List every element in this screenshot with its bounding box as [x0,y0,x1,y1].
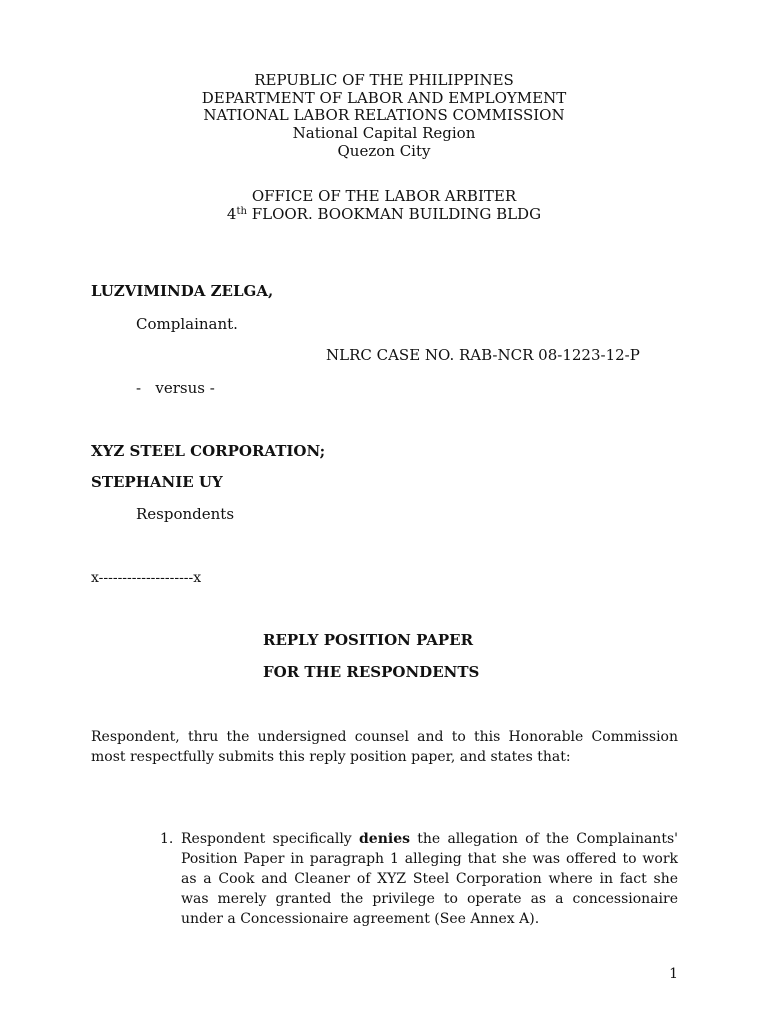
header-city: Quezon City [337,142,431,160]
page-number: 1 [669,966,678,982]
header-commission: NATIONAL LABOR RELATIONS COMMISSION [203,106,565,124]
respondents-label: Respondents [136,505,235,523]
intro-paragraph: Respondent, thru the undersigned counsel and to this Honorable Commission most respectfully submits this reply position paper, and states that: [91,729,678,765]
title-line-2: FOR THE RESPONDENTS [263,663,480,681]
list-item-number: 1. [160,831,174,847]
respondent-company: XYZ STEEL CORPORATION; [91,442,326,460]
header-region: National Capital Region [292,124,476,142]
header-address: 4th FLOOR. BOOKMAN BUILDING BLDG [226,205,542,223]
versus-label: - versus - [136,379,215,397]
header-department: DEPARTMENT OF LABOR AND EMPLOYMENT [201,89,567,107]
complainant-name: LUZVIMINDA ZELGA, [91,282,274,300]
header-office: OFFICE OF THE LABOR ARBITER [251,187,517,205]
list-item-text: Respondent specifically denies the allegation of the Complainants' Position Paper in paragraph 1 alleging that she was offered to work as a Cook and Cleaner of XYZ Steel Corporation where in fact she was merely granted the privilege to operate as a concessionaire under a Concessionaire agreement (See Annex A). [181,831,683,927]
respondent-person: STEPHANIE UY [91,473,223,491]
title-line-1: REPLY POSITION PAPER [263,631,474,649]
case-number: NLRC CASE NO. RAB-NCR 08-1223-12-P [326,346,640,364]
caption-separator: x--------------------x [91,570,202,586]
complainant-label: Complainant. [136,315,238,333]
header-republic: REPUBLIC OF THE PHILIPPINES [254,71,514,89]
